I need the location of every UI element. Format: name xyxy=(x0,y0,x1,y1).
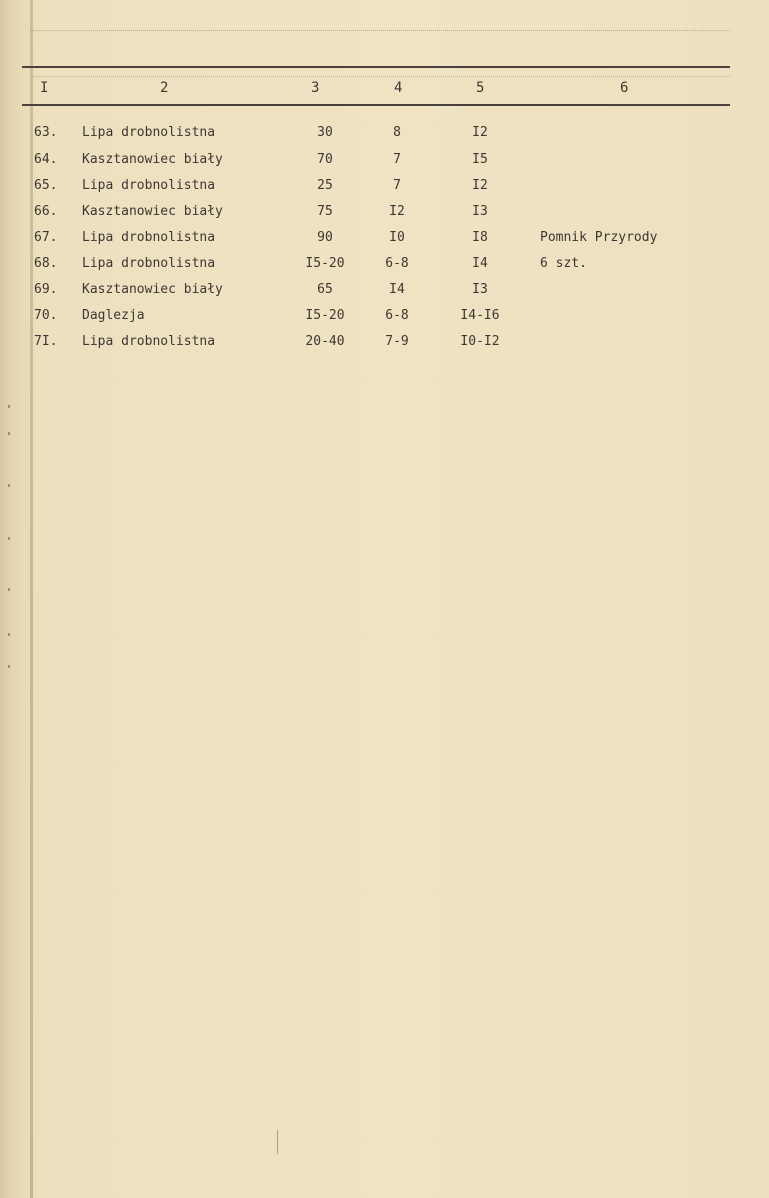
header-col-2: 2 xyxy=(160,80,169,96)
column-5-value: I4 xyxy=(472,256,488,271)
row-number: 68. xyxy=(34,256,58,271)
column-4-value: 7 xyxy=(393,178,401,193)
column-5-value: I3 xyxy=(472,204,488,219)
tree-species: Lipa drobnolistna xyxy=(82,125,216,140)
column-3-value: I5-20 xyxy=(305,256,345,271)
paper-speck xyxy=(8,537,10,540)
tree-species: Lipa drobnolistna xyxy=(82,256,216,271)
header-col-3: 3 xyxy=(311,80,320,96)
column-3-value: 25 xyxy=(317,178,333,193)
tree-species: Kasztanowiec biały xyxy=(82,282,223,297)
tree-species: Daglezja xyxy=(82,308,145,323)
row-number: 69. xyxy=(34,282,58,297)
paper-speck xyxy=(8,588,10,591)
column-5-value: I8 xyxy=(472,230,488,245)
column-3-value: 90 xyxy=(317,230,333,245)
row-number: 70. xyxy=(34,308,58,323)
column-5-value: I3 xyxy=(472,282,488,297)
paper-speck xyxy=(8,432,10,435)
column-3-value: 65 xyxy=(317,282,333,297)
row-number: 67. xyxy=(34,230,58,245)
row-number: 64. xyxy=(34,152,58,167)
column-6-note: Pomnik Przyrody xyxy=(540,230,658,245)
column-5-value: I4-I6 xyxy=(460,308,500,323)
tree-species: Kasztanowiec biały xyxy=(82,152,223,167)
paper-speck xyxy=(8,405,10,408)
column-4-value: 8 xyxy=(393,125,401,140)
tree-species: Lipa drobnolistna xyxy=(82,230,216,245)
column-3-value: 75 xyxy=(317,204,333,219)
column-3-value: 20-40 xyxy=(305,334,345,349)
tree-species: Lipa drobnolistna xyxy=(82,334,216,349)
column-5-value: I2 xyxy=(472,178,488,193)
table-header-dotted-rule xyxy=(30,76,730,77)
paper-speck xyxy=(8,484,10,487)
column-3-value: 70 xyxy=(317,152,333,167)
column-4-value: I4 xyxy=(389,282,405,297)
column-3-value: I5-20 xyxy=(305,308,345,323)
top-dotted-line xyxy=(30,30,730,31)
column-4-value: I0 xyxy=(389,230,405,245)
column-6-note: 6 szt. xyxy=(540,256,587,271)
tree-species: Kasztanowiec biały xyxy=(82,204,223,219)
row-number: 63. xyxy=(34,125,58,140)
page-binding-edge xyxy=(30,0,33,1198)
column-5-value: I0-I2 xyxy=(460,334,500,349)
column-5-value: I2 xyxy=(472,125,488,140)
header-col-6: 6 xyxy=(620,80,629,96)
pen-mark xyxy=(277,1130,278,1154)
header-col-1: I xyxy=(40,80,49,96)
column-4-value: 7 xyxy=(393,152,401,167)
row-number: 65. xyxy=(34,178,58,193)
column-4-value: 7-9 xyxy=(385,334,409,349)
table-top-rule xyxy=(22,66,730,68)
column-4-value: 6-8 xyxy=(385,256,409,271)
column-4-value: I2 xyxy=(389,204,405,219)
tree-species: Lipa drobnolistna xyxy=(82,178,216,193)
header-col-4: 4 xyxy=(394,80,403,96)
column-3-value: 30 xyxy=(317,125,333,140)
header-col-5: 5 xyxy=(476,80,485,96)
paper-speck xyxy=(8,665,10,668)
row-number: 66. xyxy=(34,204,58,219)
column-5-value: I5 xyxy=(472,152,488,167)
paper-speck xyxy=(8,633,10,636)
row-number: 7I. xyxy=(34,334,58,349)
table-header-rule xyxy=(22,104,730,106)
column-4-value: 6-8 xyxy=(385,308,409,323)
